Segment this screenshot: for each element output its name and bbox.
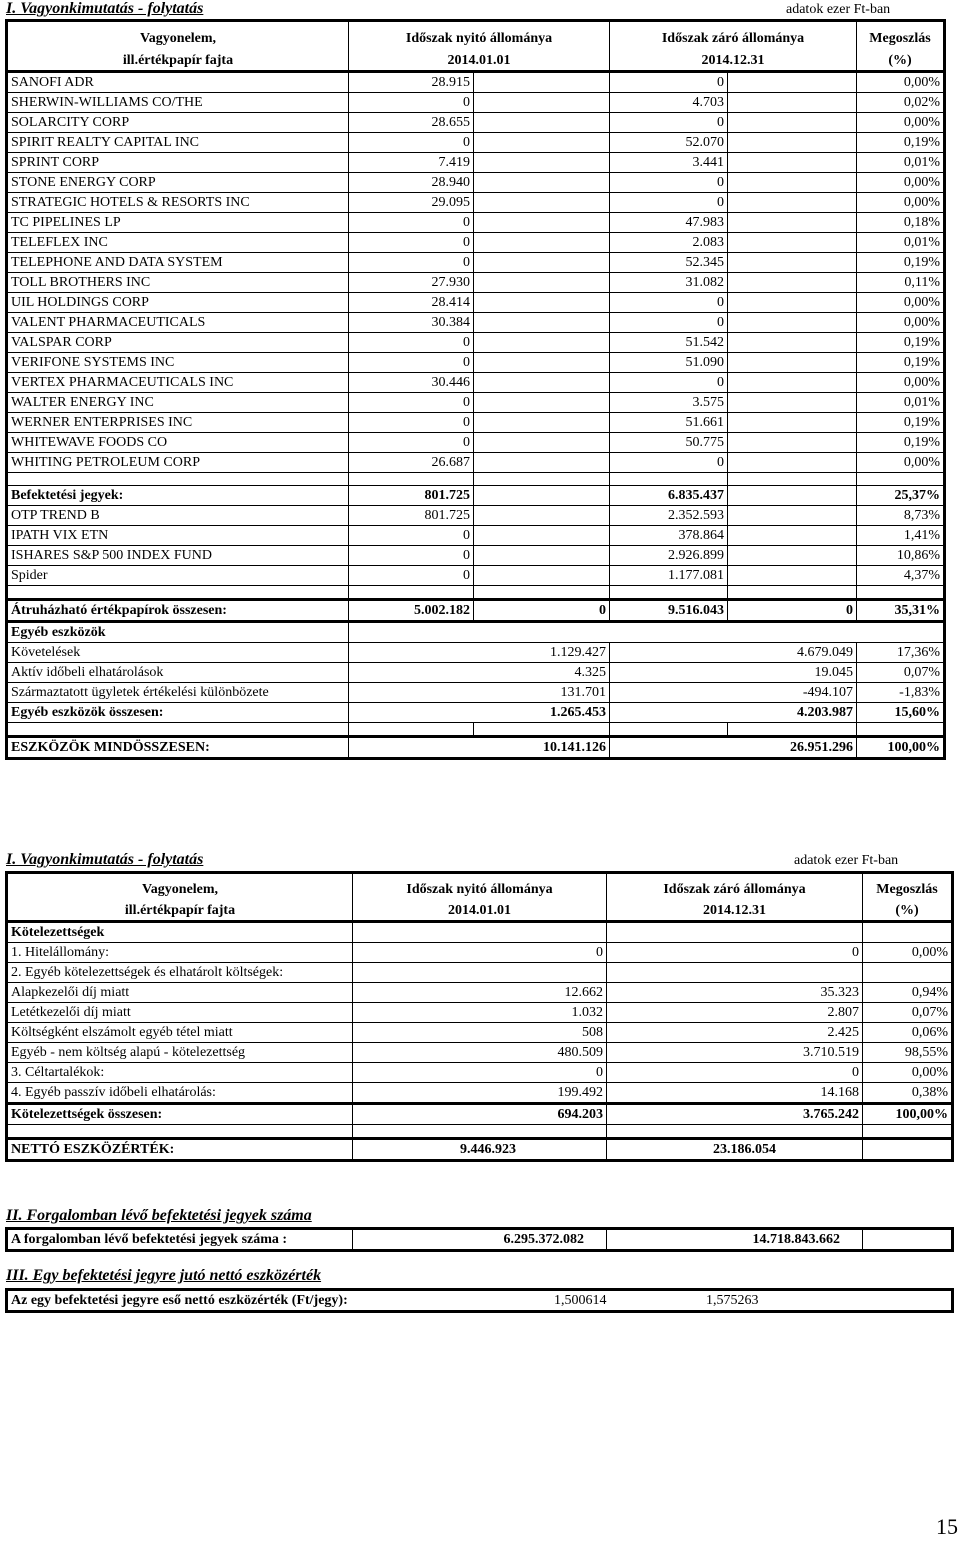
closing-value: 0 [610, 193, 728, 213]
opening-value: 1,500614 [554, 1293, 607, 1308]
row-label: TC PIPELINES LP [7, 213, 349, 233]
table-row [7, 133, 945, 153]
closing-value: 26.951.296 [610, 737, 857, 759]
row-label: SHERWIN-WILLIAMS CO/THE [7, 93, 349, 113]
opening-value: 1.129.427 [349, 643, 610, 663]
row-label: Az egy befektetési jegyre eső nettó eszközérték (Ft/jegy): [7, 1290, 477, 1312]
opening-value: 30.384 [349, 313, 474, 333]
grand-total-row [7, 737, 945, 759]
other-assets-title: Egyéb eszközök [7, 622, 349, 643]
liabilities-table [5, 871, 954, 1162]
table-row [7, 943, 953, 963]
table-row [7, 526, 945, 546]
row-label: OTP TREND B [7, 506, 349, 526]
table-row [7, 1023, 953, 1043]
liabilities-total-row [7, 1104, 953, 1125]
row-label: SOLARCITY CORP [7, 113, 349, 133]
section2-unit-note: adatok ezer Ft-ban [794, 853, 899, 868]
closing-value: 4.679.049 [610, 643, 857, 663]
table-row [7, 153, 945, 173]
net-asset-value-row [7, 1139, 953, 1161]
row-label: STONE ENERGY CORP [7, 173, 349, 193]
section1-title: I. Vagyonkimutatás - folytatás [6, 0, 204, 17]
share-value: -1,83% [857, 683, 945, 703]
closing-value: -494.107 [610, 683, 857, 703]
share-value: 0,00% [857, 313, 945, 333]
share-value: 0,19% [857, 433, 945, 453]
table-row [7, 333, 945, 353]
opening-value: 0 [349, 546, 474, 566]
row-label: VALENT PHARMACEUTICALS [7, 313, 349, 333]
row-label: WHITING PETROLEUM CORP [7, 453, 349, 473]
closing-value: 0 [607, 943, 863, 963]
closing-value: 0 [610, 313, 728, 333]
share-value: 0,19% [857, 133, 945, 153]
table-row [7, 1083, 953, 1104]
funds-total-row [7, 486, 945, 506]
row-label: Spider [7, 566, 349, 586]
closing-value: 23.186.054 [607, 1139, 863, 1161]
closing-value: 2.083 [610, 233, 728, 253]
table-row [7, 213, 945, 233]
closing-value: 2.807 [607, 1003, 863, 1023]
opening-value: 0 [349, 393, 474, 413]
share-value: 0,00% [857, 373, 945, 393]
row-label: Letétkezelői díj miatt [7, 1003, 353, 1023]
share-value: 100,00% [863, 1104, 953, 1125]
table-row [7, 193, 945, 213]
opening-value: 12.662 [353, 983, 607, 1003]
share-value: 0,00% [857, 173, 945, 193]
table-row [7, 1043, 953, 1063]
share-value: 0,02% [857, 93, 945, 113]
opening-value: 0 [349, 213, 474, 233]
opening-value: 801.725 [349, 506, 474, 526]
row-label: TOLL BROTHERS INC [7, 273, 349, 293]
opening-value: 0 [349, 333, 474, 353]
table-row [7, 922, 953, 943]
opening-value: 1.032 [353, 1003, 607, 1023]
liabilities-title: Kötelezettségek [7, 922, 353, 943]
share-value: 0,18% [857, 213, 945, 233]
closing-value: 0 [610, 293, 728, 313]
table-row [7, 173, 945, 193]
closing-value: 378.864 [610, 526, 728, 546]
opening-value: 29.095 [349, 193, 474, 213]
row-label: STRATEGIC HOTELS & RESORTS INC [7, 193, 349, 213]
col-share-unit: (%) [857, 51, 945, 72]
closing-value: 6.835.437 [610, 486, 728, 506]
closing-value: 0 [610, 173, 728, 193]
closing-value: 14.168 [607, 1083, 863, 1104]
closing-value: 1.177.081 [610, 566, 728, 586]
liab-col-asset-type-header: Vagyonelem, [7, 873, 353, 902]
share-value: 25,37% [857, 486, 945, 506]
share-value: 0,06% [863, 1023, 953, 1043]
row-label: IPATH VIX ETN [7, 526, 349, 546]
closing-value: 52.345 [610, 253, 728, 273]
row-label: SPRINT CORP [7, 153, 349, 173]
share-value: 0,00% [857, 113, 945, 133]
opening-value: 30.446 [349, 373, 474, 393]
liab-col-share-header: Megoszlás [863, 873, 953, 902]
closing-value: 0 [610, 72, 728, 93]
opening-value: 0 [353, 943, 607, 963]
share-value: 0,19% [857, 253, 945, 273]
opening-value: 0 [349, 566, 474, 586]
share-value: 0,19% [857, 333, 945, 353]
opening-value: 7.419 [349, 153, 474, 173]
share-value: 10,86% [857, 546, 945, 566]
closing-value: 50.775 [610, 433, 728, 453]
closing-value: 51.090 [610, 353, 728, 373]
table-row [7, 453, 945, 473]
opening-value: 28.915 [349, 72, 474, 93]
share-value: 8,73% [857, 506, 945, 526]
row-label: TELEPHONE AND DATA SYSTEM [7, 253, 349, 273]
closing-value: 4.703 [610, 93, 728, 113]
opening-value: 0 [353, 1063, 607, 1083]
table-row [7, 546, 945, 566]
closing-value: 2.425 [607, 1023, 863, 1043]
closing-value: 0 [610, 373, 728, 393]
row-label: A forgalomban lévő befektetési jegyek száma : [7, 1229, 353, 1251]
closing-value: 3.710.519 [607, 1043, 863, 1063]
asset-table-header-row2 [7, 51, 945, 72]
share-value: 0,19% [857, 353, 945, 373]
units-outstanding-table [5, 1227, 954, 1252]
table-row [7, 663, 945, 683]
opening-value-2: 0 [474, 600, 610, 622]
opening-value: 801.725 [349, 486, 474, 506]
row-label: Származtatott ügyletek értékelési különbözete [7, 683, 349, 703]
row-label: 1. Hitelállomány: [7, 943, 353, 963]
liab-col-opening-header: Időszak nyitó állománya [353, 873, 607, 902]
closing-value: 1,575263 [706, 1293, 759, 1308]
opening-value: 0 [349, 133, 474, 153]
share-value: 0,00% [857, 193, 945, 213]
opening-value: 131.701 [349, 683, 610, 703]
share-value: 0,01% [857, 393, 945, 413]
share-value: 0,07% [857, 663, 945, 683]
closing-value: 4.203.987 [610, 703, 857, 723]
row-label: Alapkezelői díj miatt [7, 983, 353, 1003]
share-value: 15,60% [857, 703, 945, 723]
opening-value: 6.295.372.082 [353, 1229, 607, 1251]
closing-value: 19.045 [610, 663, 857, 683]
liab-col-asset-type-subheader: ill.értékpapír fajta [7, 901, 353, 922]
opening-value: 28.940 [349, 173, 474, 193]
table-row [7, 313, 945, 333]
asset-table-header-row [7, 21, 945, 52]
section2-title: I. Vagyonkimutatás - folytatás [6, 851, 204, 868]
col-asset-type-subheader: ill.értékpapír fajta [7, 51, 349, 72]
row-label: VERTEX PHARMACEUTICALS INC [7, 373, 349, 393]
row-label: VERIFONE SYSTEMS INC [7, 353, 349, 373]
section1-unit-note: adatok ezer Ft-ban [786, 2, 891, 17]
row-label: Egyéb - nem költség alapú - kötelezettség [7, 1043, 353, 1063]
share-value: 0,11% [857, 273, 945, 293]
closing-value: 0 [610, 113, 728, 133]
closing-value: 52.070 [610, 133, 728, 153]
opening-value: 0 [349, 526, 474, 546]
table-row [7, 293, 945, 313]
table-row [7, 393, 945, 413]
opening-value: 10.141.126 [349, 737, 610, 759]
liabilities-header-row [7, 873, 953, 902]
share-value: 0,00% [863, 943, 953, 963]
table-row [7, 1003, 953, 1023]
opening-value: 28.414 [349, 293, 474, 313]
row-label: SPIRIT REALTY CAPITAL INC [7, 133, 349, 153]
opening-value: 0 [349, 93, 474, 113]
share-value: 0,00% [857, 453, 945, 473]
col-closing-header: Időszak záró állománya [610, 21, 857, 52]
col-opening-date: 2014.01.01 [349, 51, 610, 72]
opening-value: 0 [349, 433, 474, 453]
row-label: UIL HOLDINGS CORP [7, 293, 349, 313]
share-value: 35,31% [857, 600, 945, 622]
table-row [7, 566, 945, 586]
closing-value: 31.082 [610, 273, 728, 293]
opening-value: 5.002.182 [349, 600, 474, 622]
row-label: TELEFLEX INC [7, 233, 349, 253]
table-row [7, 72, 945, 93]
opening-value: 26.687 [349, 453, 474, 473]
share-value: 98,55% [863, 1043, 953, 1063]
row-label: 4. Egyéb passzív időbeli elhatárolás: [7, 1083, 353, 1104]
table-row [7, 506, 945, 526]
row-label: WERNER ENTERPRISES INC [7, 413, 349, 433]
closing-value: 3.765.242 [607, 1104, 863, 1125]
table-row [7, 983, 953, 1003]
opening-value: 480.509 [353, 1043, 607, 1063]
table-row [7, 273, 945, 293]
asset-table [5, 19, 946, 760]
liab-col-closing-header: Időszak záró állománya [607, 873, 863, 902]
opening-value: 27.930 [349, 273, 474, 293]
table-row [7, 113, 945, 133]
liab-col-share-unit: (%) [863, 901, 953, 922]
table-row [7, 93, 945, 113]
row-label: WHITEWAVE FOODS CO [7, 433, 349, 453]
share-value: 100,00% [857, 737, 945, 759]
opening-value: 694.203 [353, 1104, 607, 1125]
page-number: 15 [936, 1514, 958, 1539]
share-value: 0,01% [857, 233, 945, 253]
share-value: 0,94% [863, 983, 953, 1003]
col-share-header: Megoszlás [857, 21, 945, 52]
table-row [7, 353, 945, 373]
closing-value: 3.441 [610, 153, 728, 173]
row-label: 3. Céltartalékok: [7, 1063, 353, 1083]
table-row [7, 643, 945, 663]
row-label: Kötelezettségek összesen: [7, 1104, 353, 1125]
share-value: 0,00% [863, 1063, 953, 1083]
closing-value: 51.542 [610, 333, 728, 353]
liab-col-closing-date: 2014.12.31 [607, 901, 863, 922]
row-label: Befektetési jegyek: [7, 486, 349, 506]
transferable-total-row [7, 600, 945, 622]
section4-title: III. Egy befektetési jegyre jutó nettó eszközérték [6, 1267, 322, 1284]
closing-value: 35.323 [607, 983, 863, 1003]
row-label: SANOFI ADR [7, 72, 349, 93]
closing-value: 14.718.843.662 [607, 1229, 863, 1251]
section3-title: II. Forgalomban lévő befektetési jegyek száma [6, 1207, 312, 1224]
table-row [7, 253, 945, 273]
row-label: NETTÓ ESZKÖZÉRTÉK: [7, 1139, 353, 1161]
row-label: Egyéb eszközök összesen: [7, 703, 349, 723]
closing-value: 3.575 [610, 393, 728, 413]
table-row [7, 433, 945, 453]
share-value: 0,01% [857, 153, 945, 173]
row-label: WALTER ENERGY INC [7, 393, 349, 413]
row-label: ISHARES S&P 500 INDEX FUND [7, 546, 349, 566]
closing-value: 9.516.043 [610, 600, 728, 622]
opening-value: 508 [353, 1023, 607, 1043]
table-row [7, 373, 945, 393]
table-row [7, 963, 953, 983]
table-row [7, 1063, 953, 1083]
other-assets-total-row [7, 703, 945, 723]
row-label: ESZKÖZÖK MINDÖSSZESEN: [7, 737, 349, 759]
opening-value: 0 [349, 413, 474, 433]
table-row [7, 1229, 953, 1251]
nav-per-unit-table [5, 1288, 954, 1313]
row-label: Követelések [7, 643, 349, 663]
table-row [7, 683, 945, 703]
closing-value: 0 [610, 453, 728, 473]
opening-value: 1.265.453 [349, 703, 610, 723]
opening-value: 4.325 [349, 663, 610, 683]
row-label: VALSPAR CORP [7, 333, 349, 353]
opening-value: 0 [349, 353, 474, 373]
closing-value: 2.352.593 [610, 506, 728, 526]
closing-value: 2.926.899 [610, 546, 728, 566]
other-assets-title-row [7, 622, 945, 643]
share-value: 0,00% [857, 72, 945, 93]
liab-col-opening-date: 2014.01.01 [353, 901, 607, 922]
row-label: Aktív időbeli elhatárolások [7, 663, 349, 683]
closing-value-2: 0 [728, 600, 857, 622]
closing-value: 51.661 [610, 413, 728, 433]
col-closing-date: 2014.12.31 [610, 51, 857, 72]
table-row [7, 233, 945, 253]
opening-value: 0 [349, 253, 474, 273]
table-row [7, 413, 945, 433]
closing-value: 47.983 [610, 213, 728, 233]
opening-value: 0 [349, 233, 474, 253]
row-label: Költségként elszámolt egyéb tétel miatt [7, 1023, 353, 1043]
row-label: Átruházható értékpapírok összesen: [7, 600, 349, 622]
col-opening-header: Időszak nyitó állománya [349, 21, 610, 52]
share-value: 4,37% [857, 566, 945, 586]
opening-value: 199.492 [353, 1083, 607, 1104]
col-asset-type-header: Vagyonelem, [7, 21, 349, 52]
opening-value: 9.446.923 [353, 1139, 607, 1161]
opening-value: 28.655 [349, 113, 474, 133]
share-value: 17,36% [857, 643, 945, 663]
closing-value: 0 [607, 1063, 863, 1083]
row-label: 2. Egyéb kötelezettségek és elhatárolt költségek: [7, 963, 353, 983]
liabilities-header-row2 [7, 901, 953, 922]
share-value: 1,41% [857, 526, 945, 546]
share-value: 0,19% [857, 413, 945, 433]
table-row [7, 1290, 953, 1312]
share-value: 0,38% [863, 1083, 953, 1104]
share-value: 0,00% [857, 293, 945, 313]
share-value: 0,07% [863, 1003, 953, 1023]
